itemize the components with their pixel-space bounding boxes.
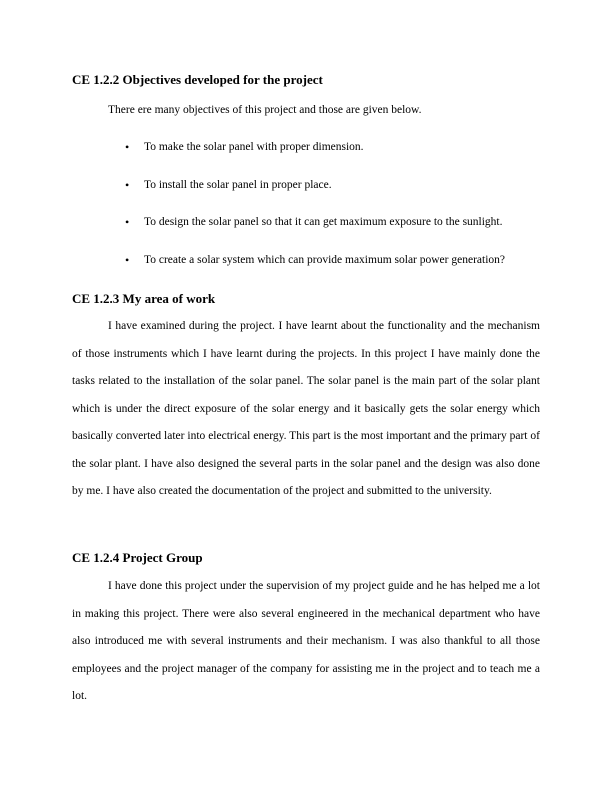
section-heading-area-of-work: CE 1.2.3 My area of work [72,291,216,306]
area-of-work-paragraph: I have examined during the project. I have learnt about the functionality and the mechanism of those instruments which I have learnt during the projects. In this project I have mainly done the tasks related to the installation of the solar panel. The solar panel is the main part of the solar plant which is under the direct exposure of the solar energy and it basically gets the solar energy which basically converted later into electrical energy. This part is the most important and the primary part of the solar plant. I have also designed the several parts in the solar panel and the design was also done by me. I have also created the documentation of the project and submitted to the university. [72,320,540,497]
section-heading-objectives: CE 1.2.2 Objectives developed for the project [72,72,323,87]
bullet-icon: • [125,215,130,229]
bullet-text: To design the solar panel so that it can get maximum exposure to the sunlight. [144,216,503,228]
bullet-text: To create a solar system which can provide maximum solar power generation? [144,254,505,266]
bullet-icon: • [125,140,130,154]
bullet-icon: • [125,253,130,267]
bullet-icon: • [125,178,130,192]
section-heading-project-group: CE 1.2.4 Project Group [72,550,203,565]
objectives-intro: There ere many objectives of this project and those are given below. [108,104,422,116]
bullet-text: To install the solar panel in proper place. [144,179,332,191]
bullet-text: To make the solar panel with proper dimension. [144,141,364,153]
project-group-paragraph: I have done this project under the supervision of my project guide and he has helped me a lot in making this project. There were also several engineered in the mechanical department who have also introduced me with several instruments and their mechanism. I was also thankful to all those employees and the project manager of the company for assisting me in the project and to teach me a lot. [72,580,540,702]
